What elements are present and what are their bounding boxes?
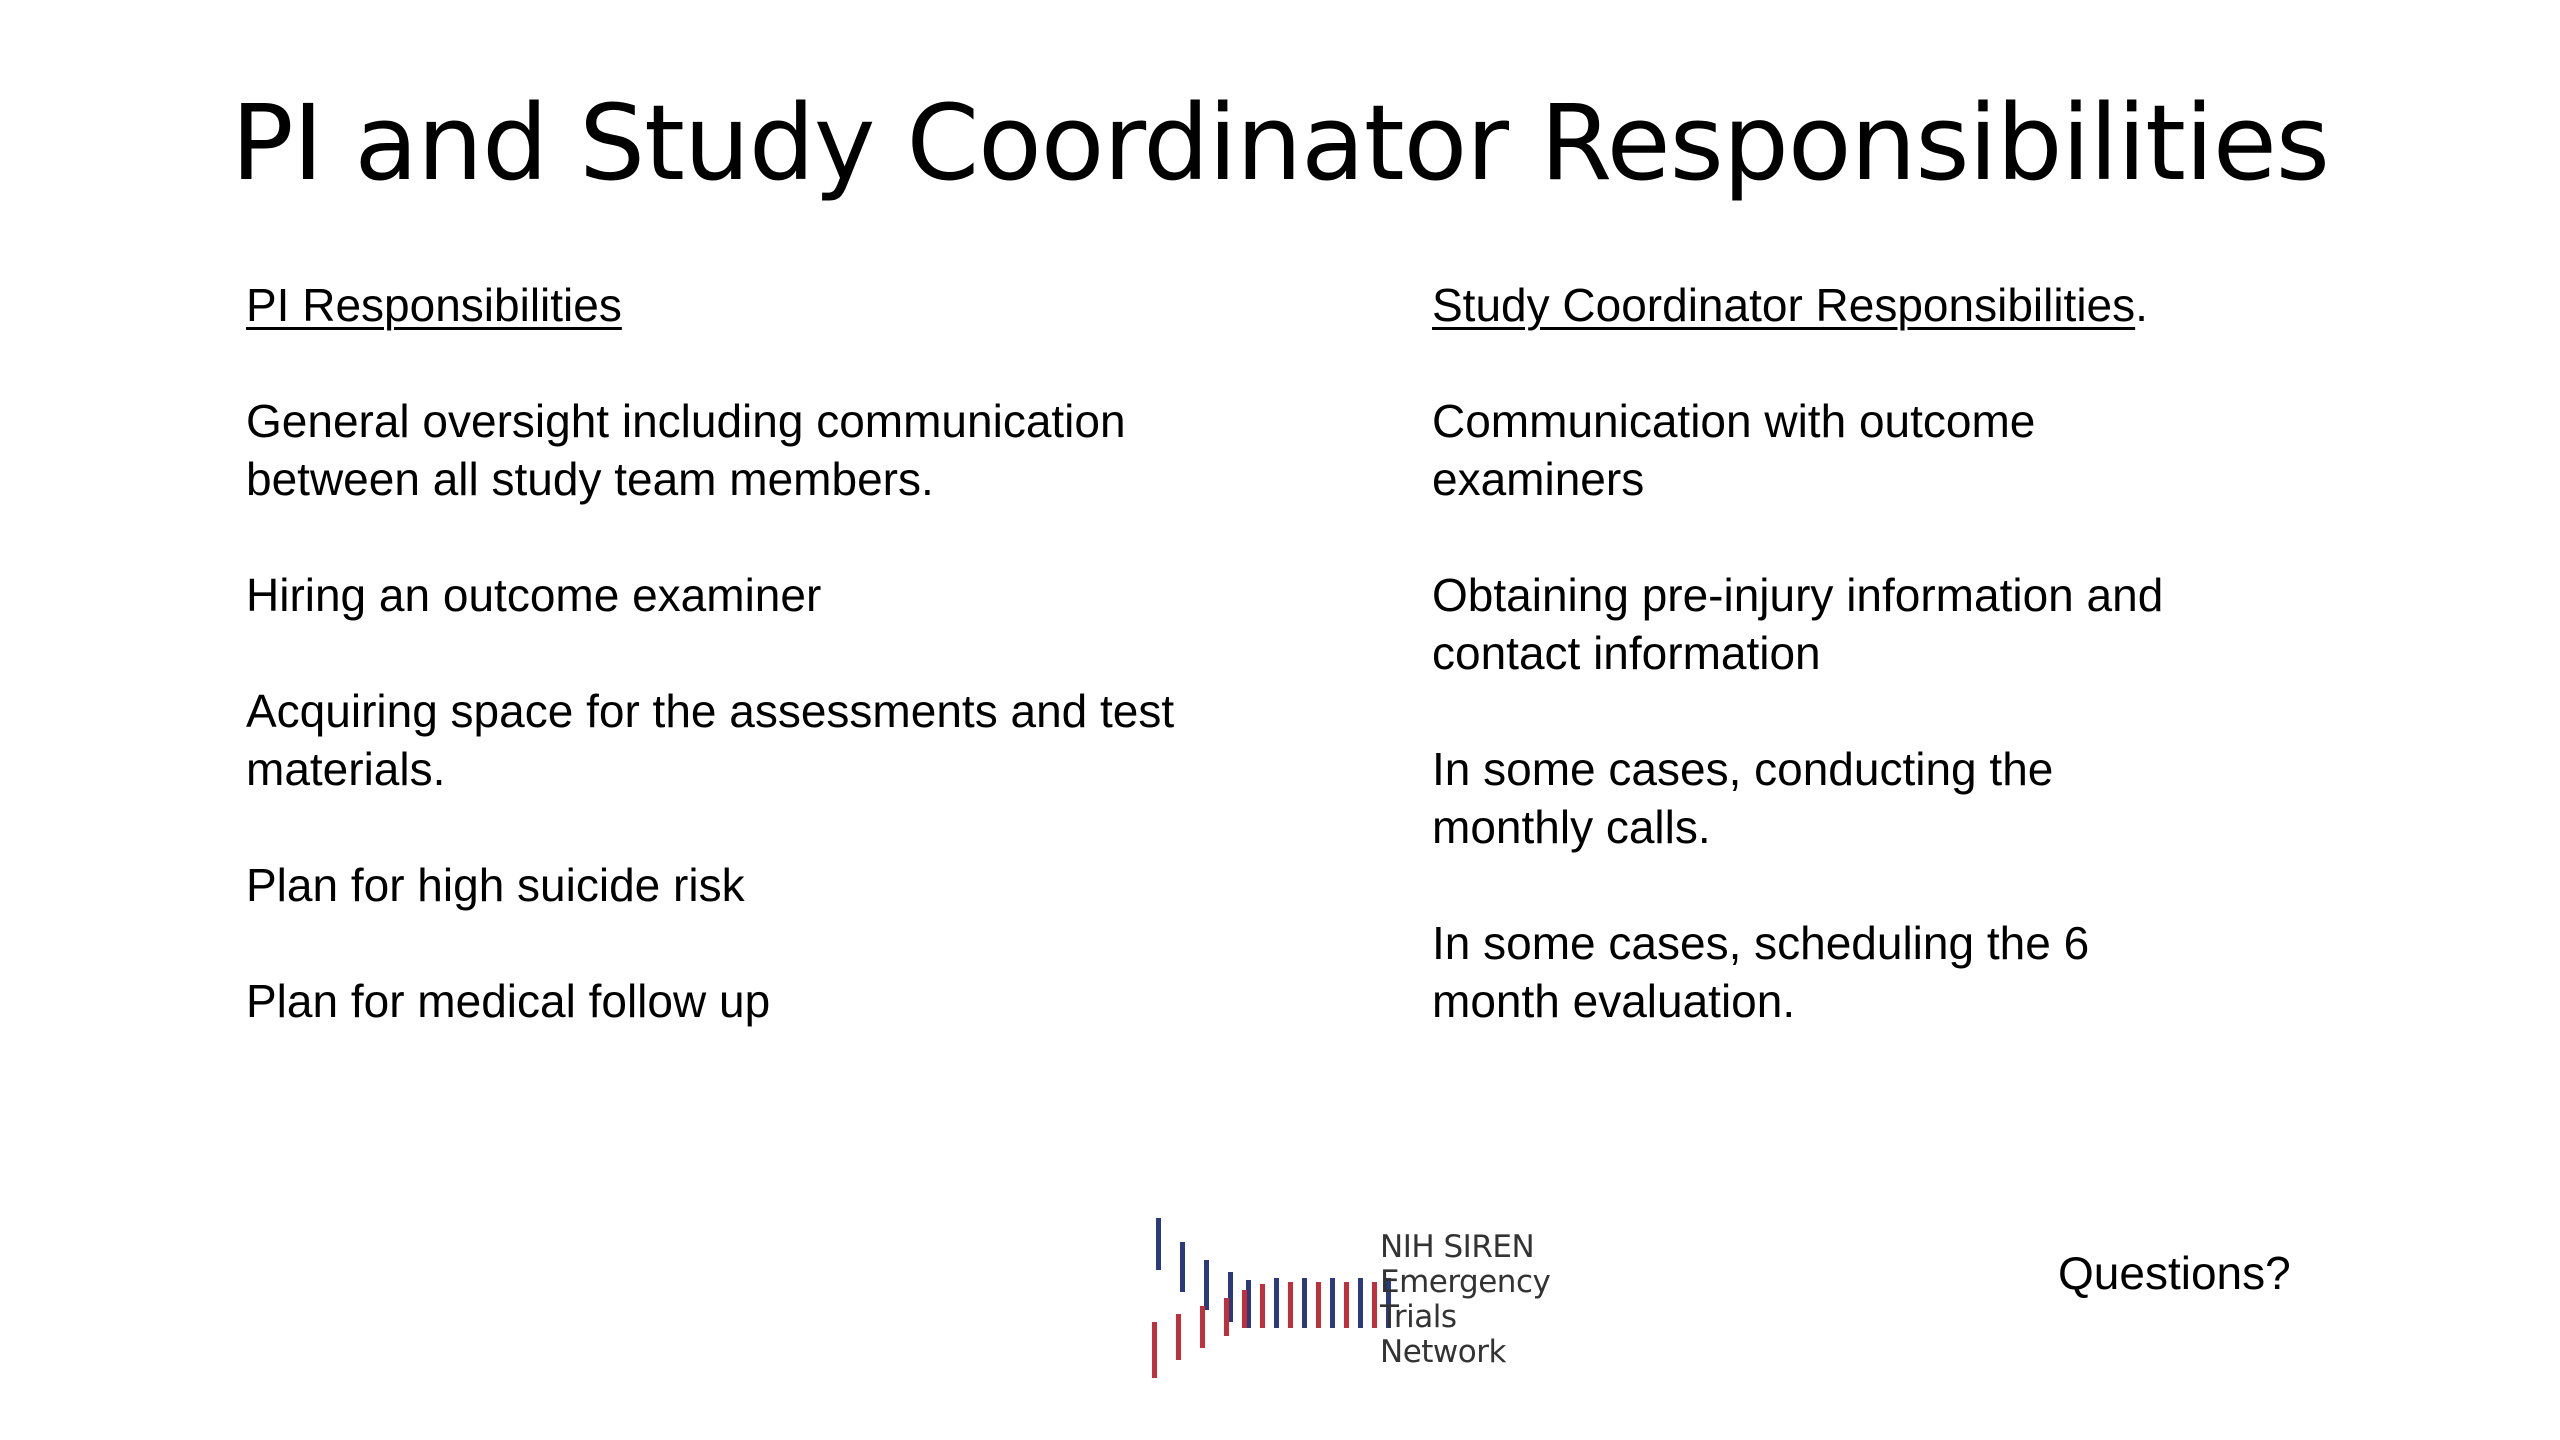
coordinator-item: In some cases, conducting the monthly calls.	[1432, 743, 2054, 853]
logo-bar	[1344, 1282, 1349, 1328]
logo-bar	[1358, 1278, 1363, 1328]
logo-bar	[1204, 1260, 1209, 1310]
coordinator-item: Communication with outcome examiners	[1432, 395, 2036, 505]
logo-bar	[1302, 1278, 1307, 1328]
logo-bar	[1224, 1298, 1229, 1336]
pi-responsibilities-column	[246, 276, 1246, 1088]
logo-line: NIH SIREN	[1380, 1229, 1535, 1265]
logo-bar	[1274, 1278, 1279, 1328]
logo-bar	[1288, 1282, 1293, 1328]
logo-bar	[1260, 1284, 1265, 1328]
logo-bar	[1242, 1290, 1247, 1328]
coordinator-responsibilities-column	[1432, 276, 2432, 1088]
pi-heading: PI Responsibilities	[246, 279, 622, 331]
logo-bar	[1156, 1218, 1161, 1270]
coordinator-item: Obtaining pre-injury information and contact information	[1432, 569, 2164, 679]
coordinator-heading-period: .	[2135, 279, 2148, 331]
logo-bar	[1180, 1242, 1185, 1292]
coordinator-item: In some cases, scheduling the 6 month evaluation.	[1432, 917, 2090, 1027]
logo-bar	[1176, 1314, 1181, 1360]
logo-line: Trials	[1380, 1299, 1457, 1335]
logo-line: Network	[1380, 1334, 1506, 1370]
logo-bar	[1200, 1306, 1205, 1348]
logo-bar	[1330, 1278, 1335, 1328]
logo-bar	[1152, 1322, 1157, 1378]
slide-title: PI and Study Coordinator Responsibilities	[230, 82, 2329, 204]
coordinator-heading-wrap	[1432, 276, 2432, 334]
pi-item: General oversight including communication between all study team members.	[246, 395, 1126, 505]
coordinator-heading: Study Coordinator Responsibilities	[1432, 279, 2136, 331]
pi-item: Hiring an outcome examiner	[246, 569, 822, 621]
pi-heading-wrap	[246, 276, 1246, 334]
pi-item: Plan for high suicide risk	[246, 859, 745, 911]
logo-bar	[1372, 1282, 1377, 1328]
questions-text: Questions?	[2058, 1247, 2291, 1299]
logo-bar	[1316, 1282, 1321, 1328]
pi-item: Acquiring space for the assessments and test materials.	[246, 685, 1175, 795]
logo-line: Emergency	[1380, 1264, 1551, 1300]
siren-logo-text	[1380, 1230, 1550, 1370]
pi-item: Plan for medical follow up	[246, 975, 771, 1027]
